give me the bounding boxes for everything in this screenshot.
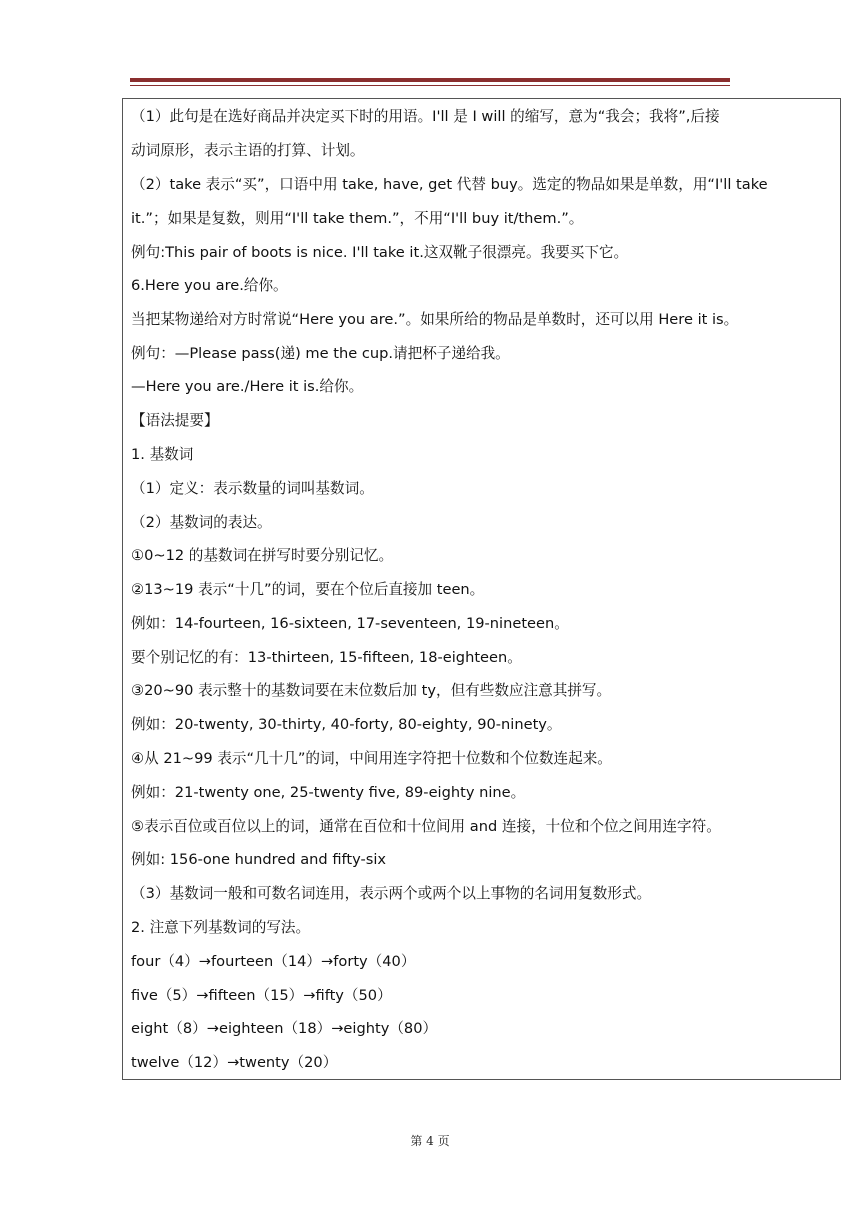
text-line: 例句:This pair of boots is nice. I'll take it.这双靴子很漂亮。我要买下它。 <box>131 244 629 261</box>
text-line: 动词原形，表示主语的打算、计划。 <box>131 142 365 159</box>
text-line: ④从 21~99 表示“几十几”的词，中间用连字符把十位数和个位数连起来。 <box>131 750 612 767</box>
text-line: 例如：14-fourteen, 16-sixteen, 17-seventeen, 19-nineteen。 <box>131 615 569 632</box>
text-line: 当把某物递给对方时常说“Here you are.”。如果所给的物品是单数时，还可以用 Here it is。 <box>131 311 739 328</box>
text-line: four（4）→fourteen（14）→forty（40） <box>131 953 416 970</box>
text-line: ②13~19 表示“十几”的词，要在个位后直接加 teen。 <box>131 581 485 598</box>
text-line: 1. 基数词 <box>131 446 194 463</box>
text-line: 例句：—Please pass(递) me the cup.请把杯子递给我。 <box>131 345 510 362</box>
header-rule <box>130 78 730 82</box>
text-line: five（5）→fifteen（15）→fifty（50） <box>131 987 392 1004</box>
text-line: 2. 注意下列基数词的写法。 <box>131 919 311 936</box>
text-line: 6.Here you are.给你。 <box>131 277 288 294</box>
text-line: 例如：20-twenty, 30-thirty, 40-forty, 80-eighty, 90-ninety。 <box>131 716 562 733</box>
text-line: （2）take 表示“买”，口语中用 take, have, get 代替 buy。选定的物品如果是单数，用“I'll take <box>131 176 768 193</box>
text-line: —Here you are./Here it is.给你。 <box>131 378 364 395</box>
text-line: 例如：21-twenty one, 25-twenty five, 89-eighty nine。 <box>131 784 526 801</box>
text-line: 要个别记忆的有：13-thirteen, 15-fifteen, 18-eighteen。 <box>131 649 522 666</box>
text-line: twelve（12）→twenty（20） <box>131 1054 338 1071</box>
text-line: eight（8）→eighteen（18）→eighty（80） <box>131 1020 438 1037</box>
text-line: （3）基数词一般和可数名词连用，表示两个或两个以上事物的名词用复数形式。 <box>131 885 652 902</box>
text-line: （1）定义：表示数量的词叫基数词。 <box>131 480 374 497</box>
text-line: （1）此句是在选好商品并决定买下时的用语。I'll 是 I will 的缩写，意为“我会；我将”,后接 <box>131 108 720 125</box>
text-line: ③20~90 表示整十的基数词要在末位数后加 ty，但有些数应注意其拼写。 <box>131 682 612 699</box>
text-line: （2）基数词的表达。 <box>131 514 272 531</box>
text-line: ⑤表示百位或百位以上的词，通常在百位和十位间用 and 连接，十位和个位之间用连字符。 <box>131 818 721 835</box>
section-heading: 【语法提要】 <box>131 412 219 429</box>
text-line: 例如: 156-one hundred and fifty-six <box>131 851 387 868</box>
text-line: it.”；如果是复数，则用“I'll take them.”，不用“I'll buy it/them.”。 <box>131 210 584 227</box>
content-box <box>122 98 841 1080</box>
header-rule-thin <box>130 85 730 86</box>
page-number: 第 4 页 <box>410 1134 450 1148</box>
text-line: ①0~12 的基数词在拼写时要分别记忆。 <box>131 547 394 564</box>
